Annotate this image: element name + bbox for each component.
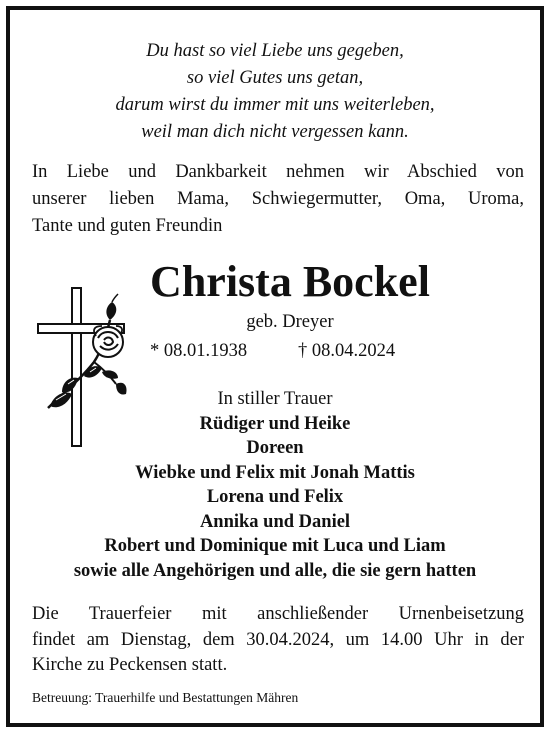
death-date: † 08.04.2024 bbox=[298, 341, 396, 361]
poem-line: Du hast so viel Liebe uns gegeben, bbox=[146, 41, 404, 61]
mourner-line: Robert und Dominique mit Luca und Liam bbox=[104, 536, 446, 556]
mourner-line: Lorena und Felix bbox=[206, 487, 344, 507]
mourning-heading: In stiller Trauer bbox=[217, 389, 333, 409]
poem-line: so viel Gutes uns getan, bbox=[186, 68, 364, 88]
obituary-card bbox=[6, 6, 544, 727]
intro-line: Tante und guten Freundin bbox=[32, 216, 223, 236]
poem-line: darum wirst du immer mit uns weiterleben, bbox=[115, 95, 435, 115]
intro-text bbox=[32, 159, 524, 240]
intro-line: In Liebe und Dankbarkeit nehmen wir Abschied von bbox=[32, 162, 524, 182]
mourner-line: Doreen bbox=[246, 438, 304, 458]
poem-line: weil man dich nicht vergessen kann. bbox=[141, 122, 409, 142]
funeral-service-notice bbox=[32, 602, 524, 679]
mourner-line: Rüdiger und Heike bbox=[199, 413, 351, 434]
life-dates bbox=[150, 338, 440, 364]
poem bbox=[10, 38, 540, 146]
service-line: findet am Dienstag, dem 30.04.2024, um 14.00 Uhr in der bbox=[32, 629, 524, 650]
deceased-name: Christa Bockel bbox=[150, 257, 430, 306]
mourner-line: sowie alle Angehörigen und alle, die sie gern hatten bbox=[73, 560, 477, 581]
mourners-list bbox=[10, 387, 540, 583]
mourner-line: Wiebke und Felix mit Jonah Mattis bbox=[135, 462, 415, 483]
mourner-line: Annika und Daniel bbox=[199, 511, 351, 532]
maiden-name: geb. Dreyer bbox=[246, 312, 334, 332]
service-line: Die Trauerfeier mit anschließender Urnenbeisetzung bbox=[32, 604, 524, 624]
birth-date: * 08.01.1938 bbox=[150, 341, 248, 361]
intro-line: unserer lieben Mama, Schwiegermutter, Oma, Uroma, bbox=[32, 189, 524, 209]
service-line: Kirche zu Peckensen statt. bbox=[32, 655, 228, 675]
funeral-home-credit: Betreuung: Trauerhilfe und Bestattungen Mähren bbox=[32, 690, 299, 705]
